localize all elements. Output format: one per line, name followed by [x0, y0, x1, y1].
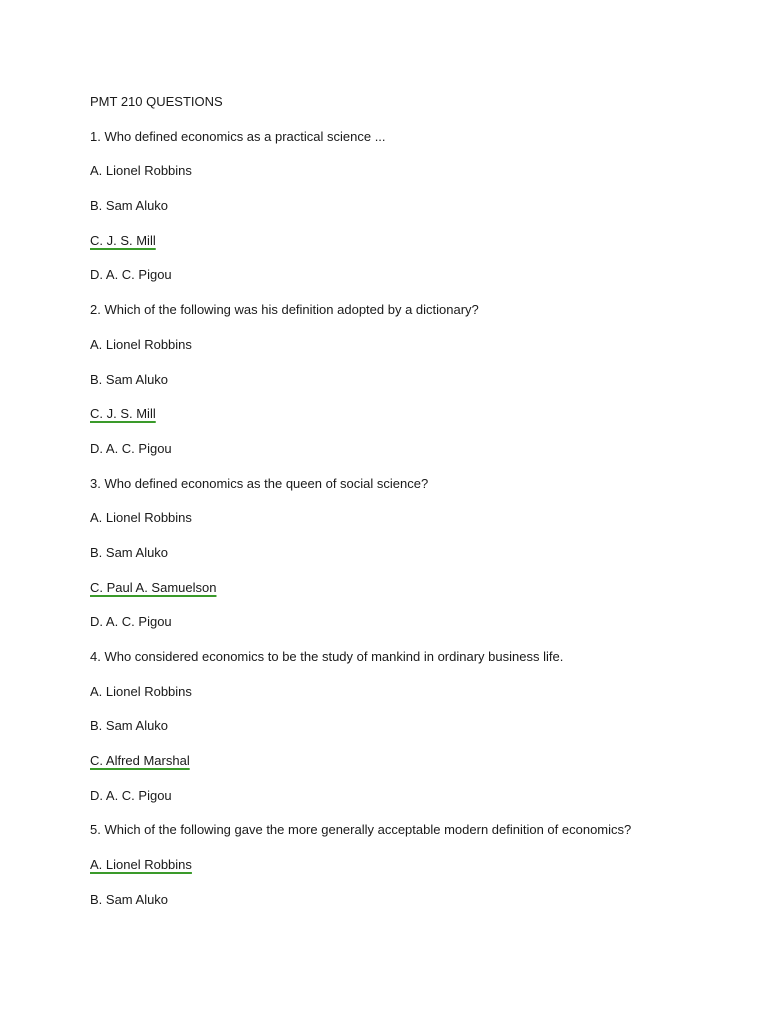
question-2-option-a: A. Lionel Robbins	[90, 336, 192, 352]
question-3-option-d: D. A. C. Pigou	[90, 614, 172, 630]
correct-answer: C. J. S. Mill	[90, 406, 156, 422]
correct-answer: A. Lionel Robbins	[90, 857, 192, 873]
question-4-option-d: D. A. C. Pigou	[90, 787, 172, 803]
question-1-option-b: B. Sam Aluko	[90, 198, 169, 214]
question-1-option-d: D. A. C. Pigou	[90, 267, 172, 283]
question-1-option-a: A. Lionel Robbins	[90, 163, 192, 179]
correct-answer: C. Alfred Marshal	[90, 753, 190, 769]
question-5-option-a	[90, 856, 710, 873]
correct-answer: C. J. S. Mill	[90, 232, 156, 248]
document-title: PMT 210 QUESTIONS	[90, 94, 223, 109]
question-2-option-c	[90, 405, 710, 422]
question-2: 2. Which of the following was his definition adopted by a dictionary?	[90, 302, 479, 318]
question-5-option-b: B. Sam Aluko	[90, 891, 169, 907]
question-4: 4. Who considered economics to be the study of mankind in ordinary business life.	[90, 649, 564, 664]
question-3-option-c	[90, 579, 710, 596]
question-4-option-c	[90, 752, 710, 769]
question-4-option-b: B. Sam Aluko	[90, 718, 169, 734]
question-1-option-c	[90, 232, 710, 249]
question-2-option-b: B. Sam Aluko	[90, 371, 169, 387]
question-4-option-a: A. Lionel Robbins	[90, 683, 192, 699]
question-2-option-d: D. A. C. Pigou	[90, 440, 172, 456]
question-3: 3. Who defined economics as the queen of social science?	[90, 475, 429, 491]
correct-answer: C. Paul A. Samuelson	[90, 579, 217, 595]
question-1: 1. Who defined economics as a practical science ...	[90, 128, 386, 144]
question-5: 5. Which of the following gave the more generally acceptable modern definition of economics?	[90, 822, 632, 838]
question-3-option-b: B. Sam Aluko	[90, 544, 169, 560]
question-3-option-a: A. Lionel Robbins	[90, 510, 192, 526]
document-body	[90, 93, 710, 926]
